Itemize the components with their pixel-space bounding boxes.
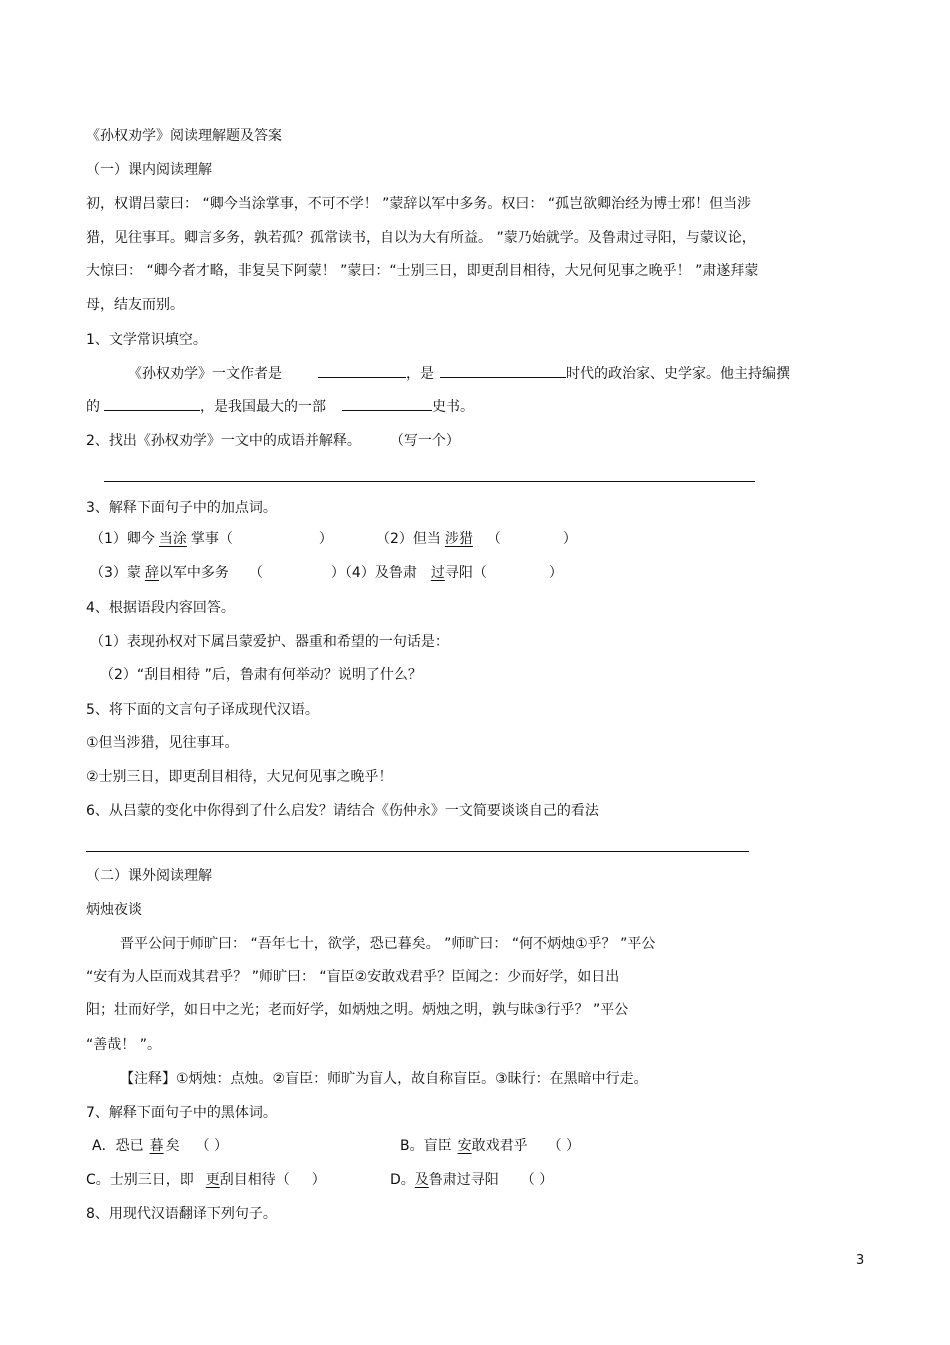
answer-blank <box>342 396 432 411</box>
question-7-option-c <box>86 1170 326 1190</box>
question-2-label <box>86 431 460 451</box>
q3-keyword: 当涂 <box>158 531 187 547</box>
q1-text: 的 <box>86 399 100 415</box>
question-3-item-1 <box>90 529 333 549</box>
question-1-line-1 <box>128 363 790 384</box>
q2-text: 2、找出《孙权劝学》一文中的成语并解释。 <box>86 433 361 449</box>
answer-line <box>86 851 749 852</box>
q7-text: （ ） <box>195 1138 229 1154</box>
q3-text: （3）蒙 <box>90 565 141 581</box>
q7-keyword: 更 <box>205 1172 220 1188</box>
q1-text: 《孙权劝学》一文作者是 <box>128 366 282 382</box>
question-8-label: 8、用现代汉语翻译下列句子。 <box>86 1206 277 1222</box>
q7-keyword: 暮 <box>149 1138 164 1154</box>
q7-text: 刮目相待（ <box>219 1172 290 1188</box>
question-7-option-b <box>400 1136 580 1156</box>
q1-text: 史书。 <box>432 399 474 415</box>
q7-text: （ ） <box>547 1138 581 1154</box>
q7-text: 矣 <box>165 1138 180 1154</box>
passage-line: 晋平公问于师旷曰： “吾年七十，欲学，恐已暮矣。 ”师旷曰： “何不炳烛①乎？ ”平公 <box>120 936 656 952</box>
passage-line: “安有为人臣而戏其君乎？ ”师旷曰： “盲臣②安敢戏君乎？臣闻之：少而好学，如日出 <box>86 969 620 985</box>
question-7-option-d <box>390 1170 553 1190</box>
page-number: 3 <box>856 1253 865 1268</box>
question-6-label: 6、从吕蒙的变化中你得到了什么启发？请结合《伤仲永》一文简要谈谈自己的看法 <box>86 803 599 819</box>
question-1-line-2 <box>86 396 474 417</box>
question-3-label: 3、解释下面句子中的加点词。 <box>86 500 277 516</box>
q7-text: 鲁肃过寻阳 <box>428 1172 499 1188</box>
q7-keyword: 及 <box>414 1172 429 1188</box>
passage-line: 初，权谓吕蒙曰： “卿今当涂掌事，不可不学！ ”蒙辞以军中多务。权曰： “孤岂欲卿治经为博士邪！但当涉 <box>86 196 752 212</box>
q3-text: （ <box>486 531 501 547</box>
annotation-note: 【注释】①炳烛：点烛。②盲臣：师旷为盲人，故自称盲臣。③昧行：在黑暗中行走。 <box>120 1071 648 1087</box>
passage-line: 阳；壮而好学，如日中之光；老而好学，如炳烛之明。炳烛之明，孰与昧③行乎？ ”平公 <box>86 1002 629 1018</box>
q3-text: （1）卿今 <box>90 531 155 547</box>
passage-line: 大惊曰： “卿今者才略，非复吴下阿蒙！ ”蒙曰：“士别三日，即更刮目相待，大兄何见事之晚乎！ ”肃遂拜蒙 <box>86 263 759 279</box>
document-title: 《孙权劝学》阅读理解题及答案 <box>86 128 282 144</box>
question-4-label: 4、根据语段内容回答。 <box>86 600 235 616</box>
question-5-sentence-1: ①但当涉猎，见往事耳。 <box>86 735 239 751</box>
q7-keyword: 安 <box>457 1138 472 1154</box>
q3-keyword: 过 <box>430 565 445 581</box>
q3-text: ）（4）及鲁肃 <box>330 565 417 581</box>
question-5-sentence-2: ②士别三日，即更刮目相待，大兄何见事之晚乎！ <box>86 769 393 785</box>
question-3-item-3 <box>90 563 563 583</box>
q3-text: ） <box>318 531 333 547</box>
q7-text: D。 <box>390 1172 415 1188</box>
q7-text: A．恐已 <box>92 1138 144 1154</box>
q3-text: 掌事（ <box>190 531 233 547</box>
question-7-option-a <box>92 1136 228 1156</box>
answer-blank <box>440 363 566 378</box>
q3-text: 以军中多务 <box>158 565 229 581</box>
q3-keyword: 辞 <box>144 565 159 581</box>
answer-blank <box>104 396 200 411</box>
q3-text: （2）但当 <box>376 531 441 547</box>
passage-title: 炳烛夜谈 <box>86 902 142 918</box>
answer-blank <box>318 363 406 378</box>
section-heading-extracurricular: （二）课外阅读理解 <box>86 868 212 884</box>
q7-text: B。盲臣 <box>400 1138 452 1154</box>
section-heading-in-class: （一）课内阅读理解 <box>86 162 212 178</box>
question-1-label: 1、文学常识填空。 <box>86 332 207 348</box>
q7-text: 敢戏君乎 <box>471 1138 528 1154</box>
q3-keyword: 涉猎 <box>444 531 473 547</box>
q7-text: ） <box>311 1172 326 1188</box>
q3-text: ） <box>562 531 577 547</box>
question-7-label: 7、解释下面句子中的黑体词。 <box>86 1105 277 1121</box>
q1-text: 时代的政治家、史学家。他主持编撰 <box>566 366 790 382</box>
passage-line: 猎，见往事耳。卿言多务，孰若孤？孤常读书，自以为大有所益。 ”蒙乃始就学。及鲁肃过寻阳，与蒙议论， <box>86 230 756 246</box>
passage-line: 母，结友而别。 <box>86 297 184 313</box>
q2-note: （写一个） <box>396 433 460 449</box>
q7-text: C。士别三日，即 <box>86 1172 194 1188</box>
question-3-item-2 <box>376 529 577 549</box>
q3-text: 寻阳（ <box>444 565 487 581</box>
q3-text: ） <box>548 565 563 581</box>
q1-text: ，是 <box>406 366 434 382</box>
passage-line: “善哉！ ”。 <box>86 1037 161 1053</box>
question-5-label: 5、将下面的文言句子译成现代汉语。 <box>86 702 319 718</box>
q1-text: ，是我国最大的一部 <box>200 399 326 415</box>
q7-text: （ ） <box>520 1172 554 1188</box>
q3-text: （ <box>248 565 263 581</box>
question-4-sub-2: （2）“刮目相待 ”后，鲁肃有何举动？说明了什么？ <box>100 667 422 683</box>
question-4-sub-1: （1）表现孙权对下属吕蒙爱护、器重和希望的一句话是： <box>90 634 449 650</box>
answer-line <box>104 481 755 482</box>
